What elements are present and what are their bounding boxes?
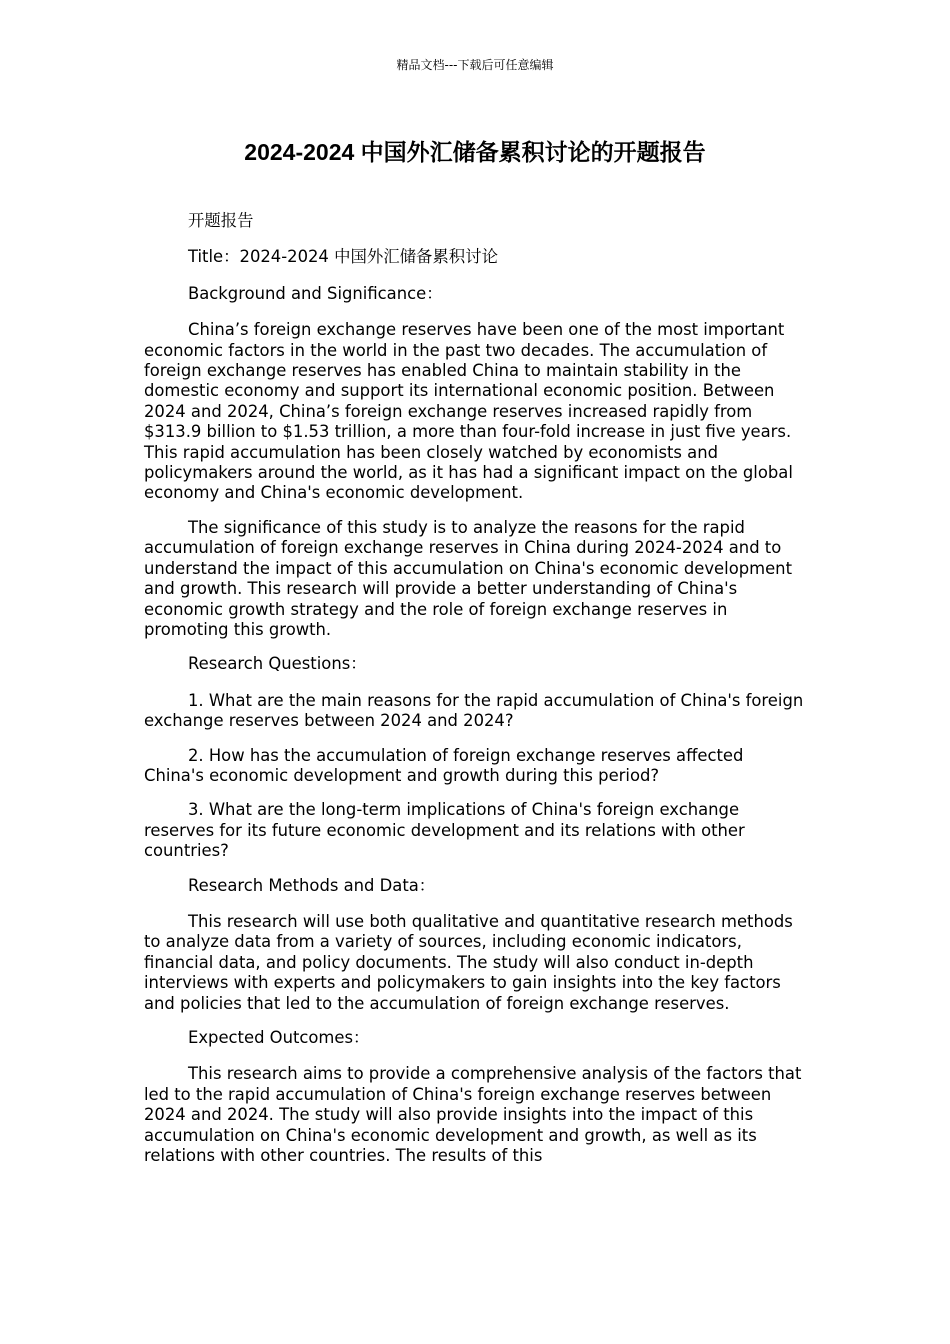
question-2: 2. How has the accumulation of foreign exchange reserves affected China's economic development and growth during this period? [144,745,744,785]
background-paragraph-2: The significance of this study is to analyze the reasons for the rapid accumulation of foreign exchange reserves in China during 2024-2024 and to understand the impact of this accumulation on China's economic development and growth. This research will provide a better understanding of China's economic growth strategy and the role of foreign exchange reserves in promoting this growth. [144,517,792,639]
outcomes-paragraph: This research aims to provide a comprehensive analysis of the factors that led to the rapid accumulation of China's foreign exchange reserves between 2024 and 2024. The study will also provide insights into the impact of this accumulation on China's economic development and growth, as well as its relations with other countries. The results of this [144,1064,802,1166]
outcomes-heading: Expected Outcomes： [188,1028,370,1047]
background-paragraph-1: China’s foreign exchange reserves have been one of the most important economic factors in the world in the past two decades. The accumulation of foreign exchange reserves has enabled China to maintain stability in the domestic economy and support its international economic position. Between 2024 and 2024, China’s foreign exchange reserves increased rapidly from $313.9 billion to $1.53 trillion, a more than four-fold increase in just five years. This rapid accumulation has been closely watched by economists and policymakers around the world, as it has had a significant impact on the global economy and China's economic development. [144,320,793,503]
document-body [144,209,808,1180]
questions-heading: Research Questions： [188,654,367,674]
section-label: 开题报告 [188,211,254,230]
methods-paragraph: This research will use both qualitative and quantitative research methods to analyze data from a variety of sources, including economic indicators, financial data, and policy documents. The study will also conduct in-depth interviews with experts and policymakers to gain insights into the key factors and policies that led to the accumulation of foreign exchange reserves. [144,911,793,1013]
question-1: 1. What are the main reasons for the rapid accumulation of China's foreign exchange reserves between 2024 and 2024? [144,690,804,731]
document-title: 2024-2024 中国外汇储备累积讨论的开题报告 [244,139,706,165]
methods-heading: Research Methods and Data： [188,875,436,895]
question-3: 3. What are the long-term implications of China's foreign exchange reserves for its future economic development and its relations with other countries? [144,800,745,861]
title-line: Title：2024-2024 中国外汇储备累积讨论 [188,247,498,267]
header-note: 精品文档---下载后可任意编辑 [396,58,554,72]
background-heading: Background and Significance： [188,283,443,303]
